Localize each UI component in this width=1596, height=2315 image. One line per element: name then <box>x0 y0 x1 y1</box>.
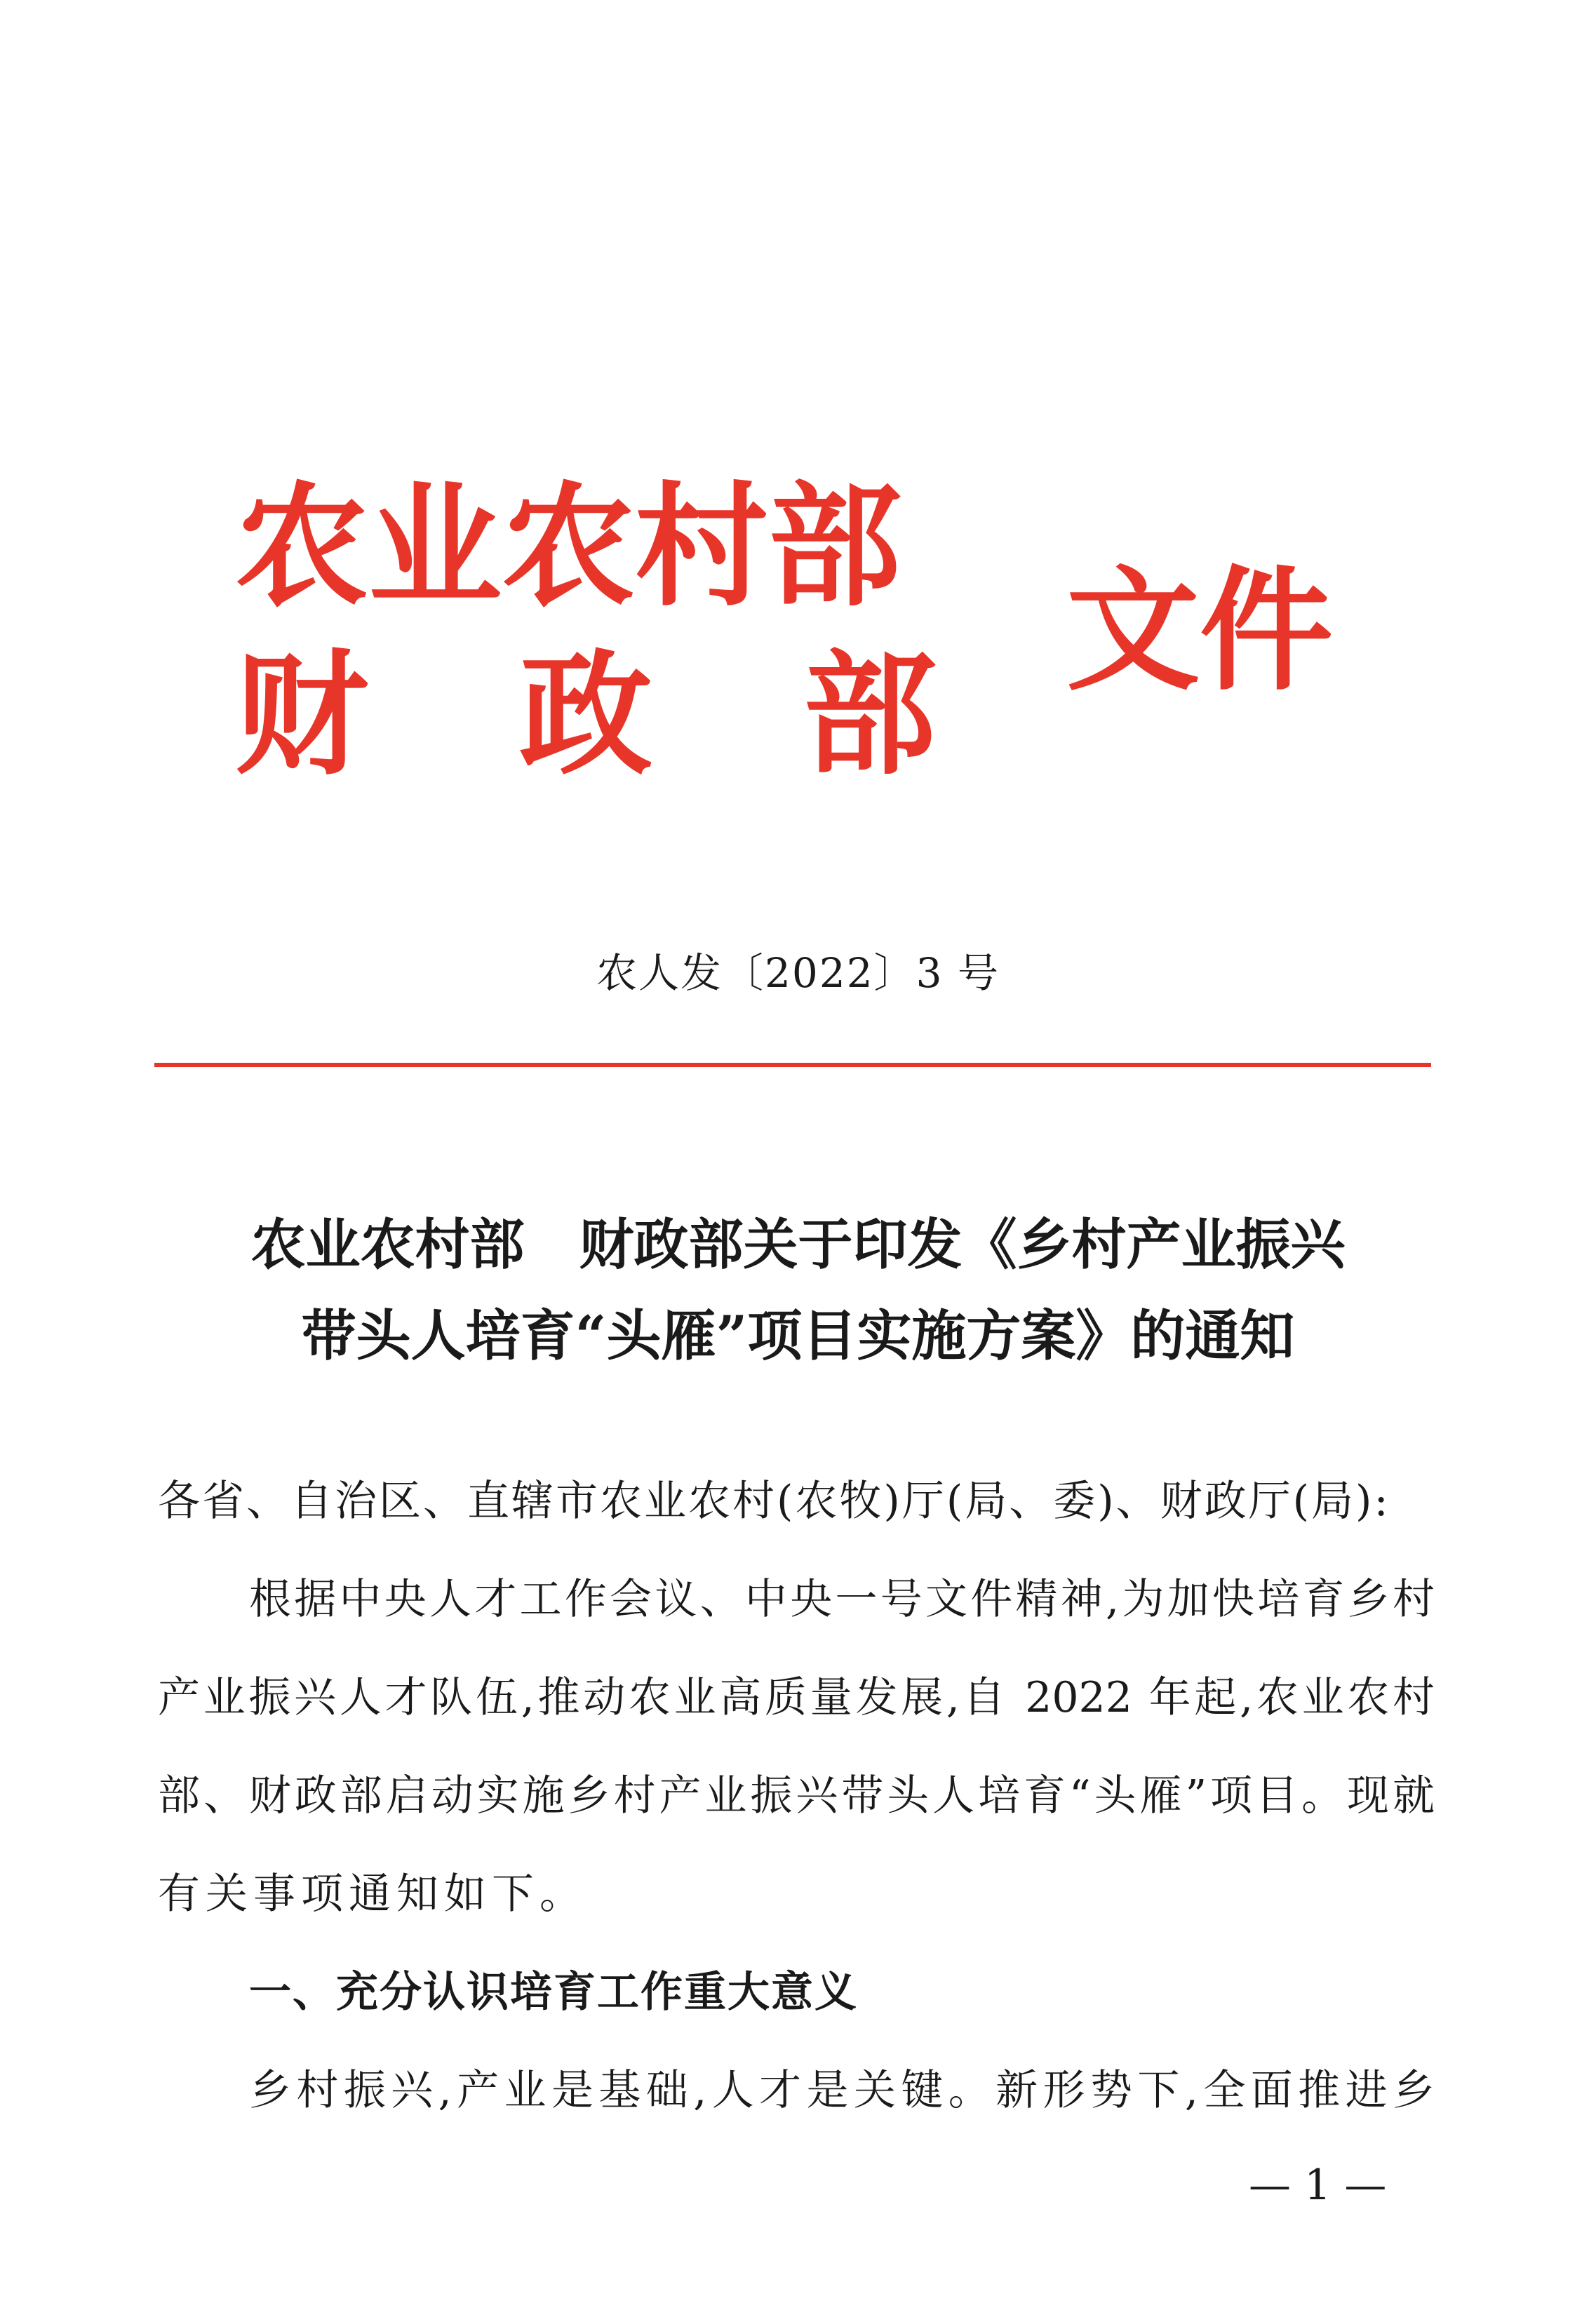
issuer-agriculture: 农业农村部 <box>235 469 902 624</box>
paragraph-line: 根据中央人才工作会议、中央一号文件精神,为加快培育乡村 <box>249 1575 1435 1624</box>
issuer-finance-char: 部 <box>803 638 937 793</box>
issuer-finance <box>235 631 937 800</box>
issuer-finance-char: 财 <box>235 638 369 793</box>
paragraph-line: 产业振兴人才队伍,推动农业高质量发展,自 2022 年起,农业农村 <box>158 1673 1435 1722</box>
title-line: 带头人培育“头雁”项目实施方案》的通知 <box>301 1304 1295 1368</box>
paragraph-line: 部、财政部启动实施乡村产业振兴带头人培育“头雁”项目。现就 <box>158 1771 1435 1820</box>
paragraph-line: 乡村振兴,产业是基础,人才是关键。新形势下,全面推进乡 <box>249 2066 1435 2115</box>
red-divider-line <box>154 1063 1431 1067</box>
document-body <box>158 1452 1435 2140</box>
section-heading: 一、充分认识培育工作重大意义 <box>249 1968 858 2017</box>
page-number: — 1 — <box>1249 2161 1387 2210</box>
issuer-finance-char: 政 <box>518 638 652 793</box>
salutation: 各省、自治区、直辖市农业农村(农牧)厅(局、委)、财政厅(局): <box>158 1477 1390 1526</box>
issuing-agencies <box>235 463 937 800</box>
document-number: 农人发〔2022〕3 号 <box>596 949 1000 997</box>
document-title <box>0 1200 1596 1382</box>
title-line: 农业农村部 财政部关于印发《乡村产业振兴 <box>250 1213 1346 1277</box>
document-type-label: 文件 <box>1066 553 1334 709</box>
paragraph-line: 有关事项通知如下。 <box>158 1870 587 1919</box>
